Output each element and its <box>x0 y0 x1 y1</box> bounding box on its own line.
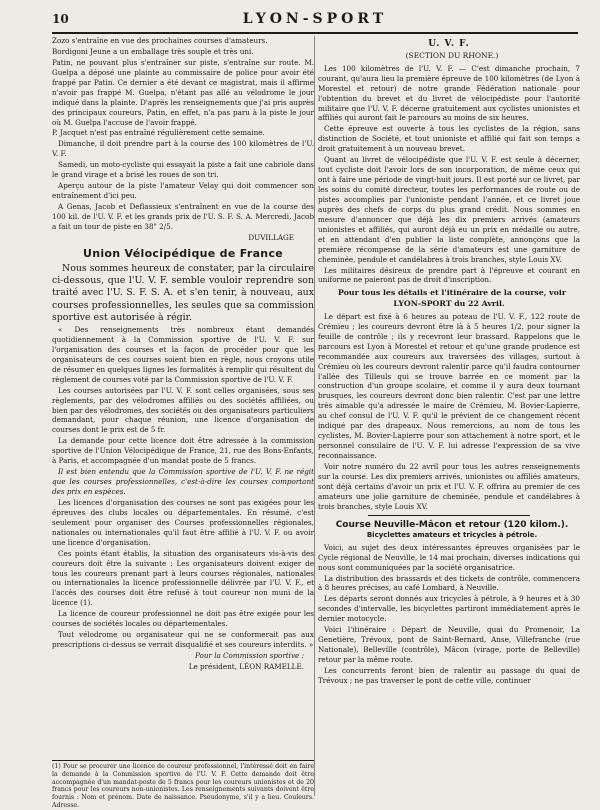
paragraph: Les licences d'organisation des courses ne sont pas exigées pour les épreuves des clubs locales ou départementales. En résumé, c'est seulement pour organiser des Courses professionnelles régionales, nationales ou internationales qu'il faut être affilié à l'U. V. F. ou avoir une licence d'organisation. <box>52 497 314 547</box>
paragraph: Voici l'itinéraire : Départ de Neuville, quai du Promenoir, La Genetière, Trévoux, pont de Saint-Bernard, Anse, Villefranche (rue Nationale), Belleville (contrôle), Mâcon (virage, porte de Belleville) retour par la même route. <box>318 625 580 664</box>
divider <box>368 515 530 516</box>
signature: Pour la Commission sportive : <box>194 651 304 661</box>
article-title: Course Neuville-Mâcon et retour (120 kilom.). <box>335 519 569 530</box>
paragraph: La distribution des brassards et des tickets de contrôle, commencera à 8 heures précises, au café Lombard, à Neuville. <box>318 573 580 593</box>
paragraph: La licence de coureur professionnel ne doit pas être exigée pour les courses de sociétés locales ou départementales. <box>52 609 314 629</box>
paragraph: A Genas, Jacob et Deflassieux s'entraînent en vue de la course des 100 kil. de l'U. V. F. et les grands prix de l'U. S. F. S. A. Mercredi, Jacob a fait un tour de piste en 38" 2/5. <box>52 202 314 231</box>
paragraph: « Des renseignements très nombreux étant demandés quotidiennement à la Commission sportive de l'U. V. F. sur l'organisation des courses et la façon de procéder pour que les organisateurs de ces courses soient bien en règle, nous croyons utile de résumer en quelques lignes les formalités à remplir qui résultent du règlement de courses voté par la Commission sportive de l'U. V. F. <box>52 325 314 384</box>
paragraph: Quant au livret de vélocipédiste que l'U. V. F. est seule à décerner, tout cycliste doit l'avoir lors de son incorporation, de même ceux qui ont à faire une période de vingt-huit jours. Il est porté sur ce livret, par les soins du comité directeur, toutes les performances de route ou de pistes accomplies par l'unioniste pendant l'année, et ce livret joue auprès des chefs de corps du plus grand crédit. Nous sommes en mesure d'annoncer que déjà les dix premiers arrivés (amateurs unionistes et affiliés, qui auront déjà eu un prix en médaille ou autre, et en attendant d'en publier la liste complète, annonçons que la première récompense de la série d'amateurs est une garniture de cheminée, pendule et candélabres à trois branches, style Louis XV. <box>318 155 580 264</box>
paragraph: Les départs seront donnés aux tricycles à pétrole, à 9 heures et à 30 secondes d'intervalle, les bicyclettes partiront immédiatement après le dernier motocycle. <box>318 594 580 624</box>
lead-paragraph: Nous sommes heureux de constater, par la circulaire ci-dessous, que l'U. V. F. semble vouloir reprendre son traité avec l'U. S. F. S. A. et s'en tenir, à nouveau, aux courses professionnelles, les seules que sa commission sportive est autorisée à régir. <box>52 262 314 323</box>
paragraph: Voici, au sujet des deux intéressantes épreuves organisées par le Cycle régional de Neuville, le 14 mai prochain, diverses indications qui nous sont communiquées par la société organisatrice. <box>318 542 580 572</box>
signature: Le président, LÉON RAMELLE. <box>188 661 304 671</box>
paragraph: Le départ est fixé à 6 heures au poteau de l'U. V. F., 122 route de Crémieu ; les coureurs devront être là à 5 heures 1/2, pour signer la feuille de contrôle ; ils y recevront leur brassard. Rappelons que le parcours est Lyon à Morestel et retour et qu'une grande prudence est recommandée aux coureurs aux traversées des villages, surtout à Crémieu où les coureurs devront ralentir parce qu'il faudra contourner l'allée des Tilleuls qui se trouve barrée en ce moment par la construction d'un groupe scolaire, et comme il y aura deux tournant brusques, les coureurs devront donc bien ralentir. C'est par une lettre très aimable qu'a adressée le maire de Crémieu, M. Bovier-Lapierre, au chef consul de l'U. V. F. qu'il le prévient de ce changement récent indiqué par des drapeaux. Nous remercions, au nom de tous les cyclistes, M. Bovier-Lapierre pour son attachement à notre sport, et le personnel consulaire de l'U. V. F. lui adresse l'expression de sa vive reconnaissance. <box>318 311 580 460</box>
section-title: Union Vélocipédique de France <box>82 246 284 260</box>
paragraph: Patin, ne pouvant plus s'entraîner sur piste, s'entraîne sur route. M. Guelpa a déposé une plainte au commissaire de police pour avoir été frappé par Patin. Ce dernier a été devant ce magistrat, mais il affirme n'avoir pas frappé M. Guelpa, n'étant pas allé au vélodrome le jour indiqué dans la plainte. D'après les renseignements que j'ai pris auprès des principaux coureurs, Patin, en effet, n'a pas paru à la piste le jour où M. Guelpa l'accuse de l'avoir frappé. <box>52 57 314 127</box>
paragraph: Il est bien entendu que la Commission sportive de l'U. V. F. ne régit que les courses professionnelles, c'est-à-dire les courses comportant des prix en espèces. <box>52 467 314 497</box>
paragraph: Aperçu autour de la piste l'amateur Velay qui doit commencer son entraînement d'ici peu. <box>52 181 314 201</box>
paragraph: Voir notre numéro du 22 avril pour tous les autres renseignements sur la course. Les dix premiers arrivés, unionistes ou affiliés amateurs, sont déjà certains d'avoir un prix et l'U. V. F. offrira au premier de ces amateurs une jolie garniture de cheminée, pendule et candélabres à trois branches, style Louis XV. <box>318 461 580 511</box>
running-title: LYON-SPORT <box>242 11 388 27</box>
paragraph: Les militaires désireux de prendre part à l'épreuve et courant en uniforme ne paieront pas de droit d'inscription. <box>318 265 580 285</box>
paragraph: La demande pour cette licence doit être adressée à la commission sportive de l'Union Vélocipédique de France, 21, rue des Bons-Enfants, à Paris, et accompagnée d'un mandat poste de 5 francs. <box>52 436 314 466</box>
paragraph: Les courses autorisées par l'U. V. F. sont celles organisées, sous ses règlements, par des vélodromes affiliés ou des sociétés affiliées, ou bien par des vélodromes, des sociétés ou des organisateurs particuliers demandant, pour chaque réunion, une licence d'organisation de courses dont le prix est de 5 fr. <box>52 385 314 435</box>
section-title: U. V. F. <box>428 39 470 49</box>
signature: DUVILLAGE <box>248 232 294 242</box>
notice-title: Pour tous les détails et l'itinéraire de la course, voir LYON-SPORT du 22 Avril. <box>338 288 566 309</box>
page-header <box>52 10 578 34</box>
paragraph: Zozo s'entraîne en vue des prochaines courses d'amateurs. <box>52 36 268 45</box>
paragraph: Cette épreuve est ouverte à tous les cyclistes de la région, sans distinction de Société, et tout unioniste et affilié qui fait son temps a droit gratuitement à un nouveau brevet. <box>318 124 580 154</box>
right-column <box>318 36 580 687</box>
paragraph: P. Jacquet n'est pas entraîné régulièrement cette semaine. <box>52 128 265 138</box>
section-subtitle: (SECTION DU RHONE.) <box>405 51 499 61</box>
paragraph: Tout vélodrome ou organisateur qui ne se conformerait pas aux prescriptions ci-dessus se verrait disqualifié et ses coureurs interdits. » <box>52 630 314 650</box>
paragraph: Les concurrents feront bien de ralentir au passage du quai de Trévoux ; ne pas traverser le pont de cette ville, continuer <box>318 665 580 685</box>
paragraph: Dimanche, il doit prendre part à la course des 100 kilomètres de l'U. V. F. <box>52 139 314 159</box>
paragraph: Ces points étant établis, la situation des organisateurs vis-à-vis des coureurs doit être la suivante : Les organisateurs doivent exiger de tous les coureurs prenant part à leurs courses régionales, nationales ou internationales la licence professionnelle délivrée par l'U. V. F., et l'accès des courses doit être refusé à tout coureur non muni de la licence (1). <box>52 548 314 608</box>
article-subtitle: Bicyclettes amateurs et tricycles à pétrole. <box>366 531 538 540</box>
page-number: 10 <box>52 12 69 26</box>
footnote: (1) Pour se procurer une licence de coureur professionnel, l'intéressé doit en faire la demande à la Commission sportive de l'U. V. F. Cette demande doit être accompagnée d'un mandat-poste de 5 francs pour les coureurs unionistes et de 20 francs pour les coureurs non-unionistes. Les renseignements suivants doivent être fournis : Nom et prénom. Date de naissance. Pseudonyme, s'il y a lieu. Couleurs. Adresse. <box>52 760 314 810</box>
left-column <box>52 36 314 673</box>
column-divider <box>314 36 315 796</box>
paragraph: Bordigoni Jeune a un emballage très souple et très uni. <box>52 46 254 56</box>
paragraph: Les 100 kilomètres de l'U. V. F. — C'est dimanche prochain, 7 courant, qu'aura lieu la première épreuve de 100 kilomètres (de Lyon à Morestel et retour) de notre grande Fédération nationale pour l'obtention du brevet et du livret de vélocipédiste pour l'autorité militaire que l'U. V. F. décerne gratuitement aux cyclistes unionistes et affiliés qui auront fait le parcours au moins de six heures. <box>318 63 580 123</box>
paragraph: Samedi, un moto-cycliste qui essayait la piste a fait une cabriole dans le grand virage et a brisé les roues de son tri. <box>52 160 314 180</box>
